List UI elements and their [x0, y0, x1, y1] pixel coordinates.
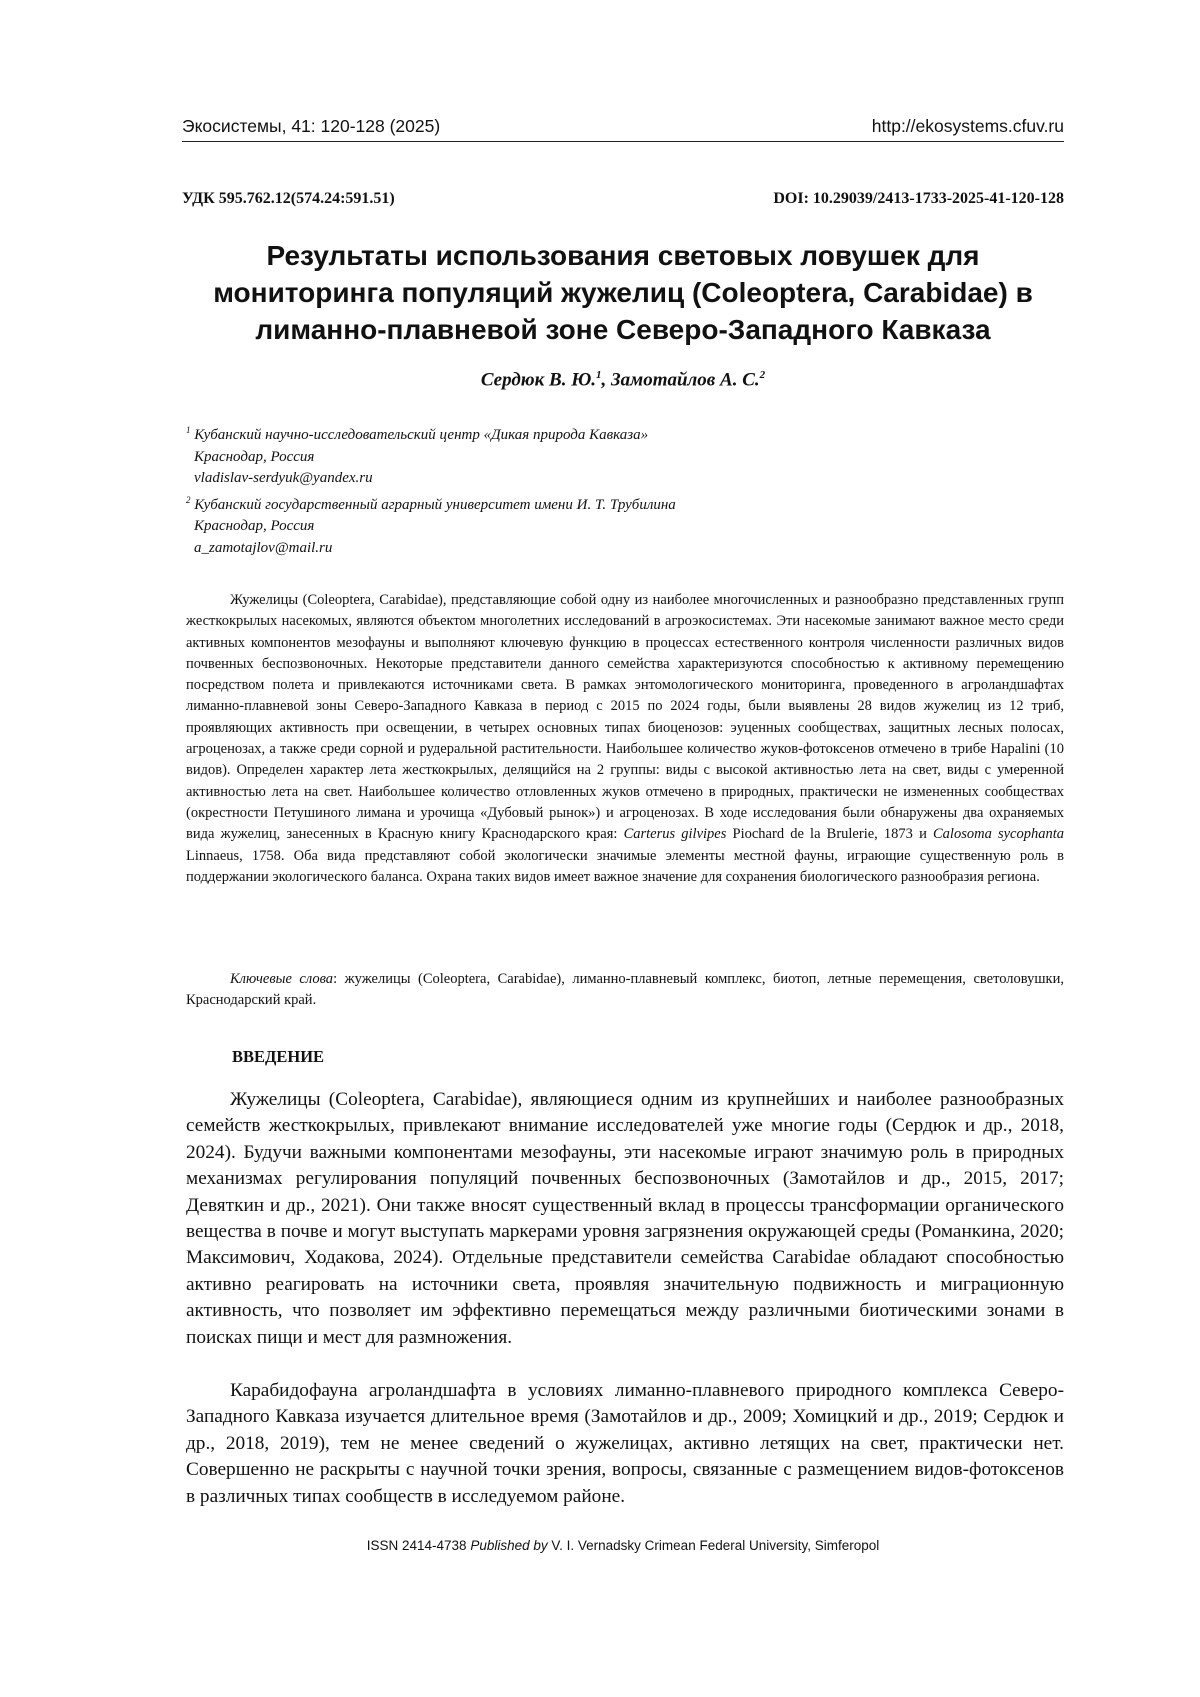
keywords-label: Ключевые слова — [230, 971, 334, 987]
abstract: Жужелицы (Coleoptera, Carabidae), представляющие собой одну из наиболее многочисленных и разнообразно представленных групп жесткокрылых насекомых, являются объектом многолетних исследований в агроэкосистемах. Эти насекомые занимают важное место среди активных компонентов мезофауны и выполняют ключевую функцию в процессах естественного контроля численности различных видов почвенных беспозвоночных. Некоторые представители данного семейства характеризуются способностью к активному перемещению посредством полета и привлекаются источниками света. В рамках энтомологического мониторинга, проведенного в агроландшафтах лиманно-плавневой зоны Северо-Западного Кавказа в период с 2015 по 2024 годы, были выявлены 28 видов жужелиц из 12 триб, проявляющих активность при освещении, в четырех основных типах биоценозов: эуценных сообществах, защитных лесных полосах, агроценозах, а также среди сорной и рудеральной растительности. Наибольшее количество жуков-фотоксенов отмечено в трибе Hapalini (10 видов). Определен характер лета жесткокрылых, делящийся на 2 группы: виды с высокой активностью лета на свет, виды с умеренной активностью лета на свет. Наибольшее количество отловленных жуков отмечено в природных, практически не измененных сообществах (окрестности Петушиного лимана и урочища «Дубовый рынок») и агроценозах. В ходе исследования были обнаружены два охраняемых вида жужелиц, занесенных в Красную книгу Краснодарского края: Carterus gilvipes Piochard de la Brulerie, 1873 и Calosoma sycophanta Linnaeus, 1758. Оба вида представляют собой экологически значимые элементы местной фауны, играющие существенную роль в поддержании экологического баланса. Охрана таких видов имеет важное значение для сохранения биологического разнообразия региона. — [186, 592, 1065, 885]
affiliation-email[interactable]: vladislav-serdyuk@yandex.ru — [194, 470, 373, 486]
author-name: Сердюк В. Ю. — [480, 369, 597, 391]
affiliations — [186, 420, 886, 559]
header-divider — [182, 141, 1064, 142]
affiliation-marker: 1 — [186, 425, 191, 435]
title-line: лиманно-плавневой зоне Северо-Западного Кавказа — [255, 314, 991, 345]
published-by: Published by — [470, 1538, 548, 1553]
udc-code: УДК 595.762.12(574.24:591.51) — [182, 190, 395, 207]
body-paragraph: Карабидофауна агроландшафта в условиях лиманно-плавневого природного комплекса Северо-Западного Кавказа изучается длительное время (Замотайлов и др., 2009; Хомицкий и др., 2019; Сердюк и др., 2018, 2019), тем не менее сведений о жужелицах, активно летящих на свет, практически нет. Совершенно не раскрыты с научной точки зрения, вопросы, связанные с размещением видов-фотоксенов в различных типах сообществ в исследуемом районе. — [186, 1380, 1064, 1507]
affiliation-org: $^2$ Кубанский государственный аграрный университет имени И. Т. Трубилина — [186, 494, 676, 513]
keywords — [186, 969, 1064, 1012]
article-meta — [182, 190, 1064, 208]
publisher: V. I. Vernadsky Crimean Federal University, Simferopol — [547, 1538, 880, 1553]
title-line: мониторинга популяций жужелиц (Coleoptera, Carabidae) в — [213, 277, 1033, 308]
species-name: Calosoma sycophanta — [933, 826, 1065, 843]
journal-url[interactable]: http://ekosystems.cfuv.ru — [871, 116, 1064, 136]
author-separator: , — [601, 369, 612, 391]
affiliation-marker: 1 — [596, 369, 602, 381]
doi[interactable]: DOI: 10.29039/2413-1733-2025-41-120-128 — [773, 190, 1064, 207]
journal-citation: Экосистемы, 41: 120-128 (2025) — [182, 116, 441, 136]
author-list — [182, 369, 1064, 391]
affiliation-marker: 2 — [759, 369, 766, 381]
affiliation-city: Краснодар, Россия — [194, 518, 315, 534]
page-footer — [182, 1538, 1064, 1553]
affiliation-org: $^1$ Кубанский научно-исследовательский центр «Дикая природа Кавказа» — [186, 425, 649, 443]
article-title — [182, 237, 1064, 348]
species-name: Carterus gilvipes — [623, 826, 727, 843]
running-header — [182, 116, 1064, 137]
issn: ISSN 2414-4738 — [366, 1538, 471, 1553]
keywords-text: : жужелицы (Coleoptera, Carabidae), лиманно-плавневый комплекс, биотоп, летные перемещения, светоловушки, Краснодарский край. — [186, 971, 1064, 1009]
affiliation-marker: 2 — [186, 494, 191, 505]
affiliation-city: Краснодар, Россия — [194, 448, 315, 465]
affiliation-email[interactable]: a_zamotajlov@mail.ru — [194, 539, 333, 556]
author-name: Замотайлов А. С. — [611, 369, 760, 391]
title-line: Результаты использования световых ловушек для — [266, 240, 980, 271]
body-paragraph: Жужелицы (Coleoptera, Carabidae), являющиеся одним из крупнейших и наиболее разнообразных семейств жесткокрылых, привлекают внимание исследователей уже многие годы (Сердюк и др., 2018, 2024). Будучи важными компонентами мезофауны, эти насекомые играют значимую роль в природных механизмах регулирования популяций почвенных беспозвоночных (Замотайлов и др., 2015, 2017; Девяткин и др., 2021). Они также вносят существенный вклад в процессы трансформации органического вещества в почве и могут выступать маркерами уровня загрязнения окружающей среды (Романкина, 2020; Максимович, Ходакова, 2024). Отдельные представители семейства Carabidae обладают способностью активно реагировать на источники света, проявляя значительную подвижность и миграционную активность, что позволяет им эффективно перемещаться между различными биотическими зонами в поисках пищи и мест для размножения. — [186, 1089, 1064, 1348]
section-heading: ВВЕДЕНИЕ — [232, 1047, 325, 1066]
